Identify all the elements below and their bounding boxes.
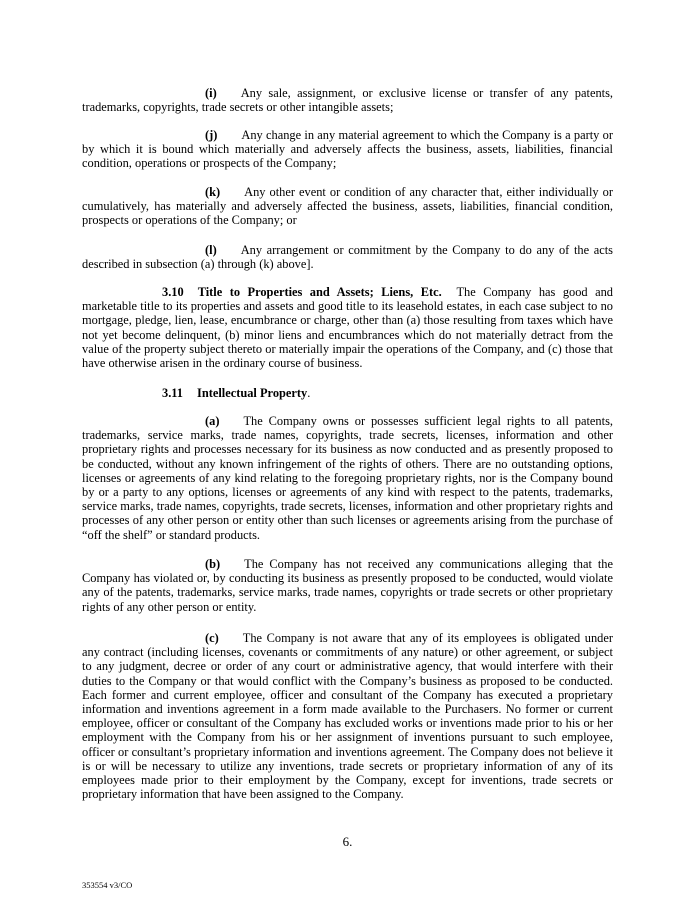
section-title: Intellectual Property <box>197 386 308 400</box>
item-3-11-a <box>82 414 613 542</box>
item-l <box>82 243 613 271</box>
item-text: The Company is not aware that any of its employees is obligated under any contract (including licenses, covenants or commitments of any nature) or other agreement, or subject to any judgment, decree or order of any court or administrative agency, that would interfere with their duties to the Company or that would conflict with the Company’s business as proposed to be conducted. Each former and current employee, officer and consultant of the Company has executed a proprietary information and inventions agreement in a form made available to the Purchasers. No former or current employee, officer or consultant of the Company has excluded works or inventions made prior to his or her employment with the Company from his or her assignment of inventions pursuant to such employee, officer or consultant’s proprietary information and inventions agreement. The Company does not believe it is or will be necessary to utilize any inventions, trade secrets or proprietary information of any of its employees made prior to their employment by the Company, except for inventions, trade secrets or proprietary information that have been assigned to the Company. <box>82 631 613 802</box>
item-text: Any sale, assignment, or exclusive license or transfer of any patents, trademarks, copyrights, trade secrets or other intangible assets; <box>82 86 613 115</box>
item-text: Any other event or condition of any character that, either individually or cumulatively, has materially and adversely affected the business, assets, liabilities, financial condition, prospects or operations of the Company; or <box>82 185 613 228</box>
section-number: 3.10 <box>162 285 184 299</box>
item-label: (i) <box>205 86 217 100</box>
section-title-suffix: . <box>307 386 311 400</box>
item-3-11-c <box>82 631 613 801</box>
page-number: 6. <box>342 834 353 849</box>
item-label: (b) <box>205 557 221 571</box>
footer-code: 353554 v3/CO <box>82 880 133 890</box>
item-label: (l) <box>205 243 217 257</box>
item-j <box>82 128 613 171</box>
item-k <box>82 185 613 228</box>
item-label: (a) <box>205 414 220 428</box>
section-number: 3.11 <box>162 386 183 400</box>
item-text: The Company has not received any communications alleging that the Company has violated or, by conducting its business as presently proposed to be conducted, would violate any of the patents, trademarks, service marks, trade names, copyrights or trade secrets or other proprietary rights of any other person or entity. <box>82 557 613 614</box>
section-3-10 <box>82 285 613 370</box>
item-text: Any change in any material agreement to which the Company is a party or by which it is bound which materially and adversely affects the business, assets, liabilities, financial condition, operations or prospects of the Company; <box>82 128 613 171</box>
item-label: (k) <box>205 185 221 199</box>
section-3-11-heading <box>162 386 310 400</box>
item-label: (j) <box>205 128 218 142</box>
section-text: The Company has good and marketable title to its properties and assets and good title to its leasehold estates, in each case subject to no mortgage, pledge, lien, lease, encumbrance or charge, other than (a) those resulting from taxes which have not yet become delinquent, (b) minor liens and encumbrances which do not materially detract from the value of the property subject thereto or materially impair the operations of the Company, and (c) those that have otherwise arisen in the ordinary course of business. <box>82 285 613 371</box>
section-title: Title to Properties and Assets; Liens, Etc. <box>197 285 442 299</box>
item-3-11-b <box>82 557 613 614</box>
item-label: (c) <box>205 631 219 645</box>
item-text: Any arrangement or commitment by the Company to do any of the acts described in subsection (a) through (k) above]. <box>82 243 613 272</box>
item-text: The Company owns or possesses sufficient legal rights to all patents, trademarks, service marks, trade names, copyrights, trade secrets, licenses, information and other proprietary rights and processes necessary for its business as now conducted and as presently proposed to be conducted, without any known infringement of the rights of others. There are no outstanding options, licenses or agreements of any kind relating to the foregoing proprietary rights, nor is the Company bound by or a party to any options, licenses or agreements of any kind with respect to the patents, trademarks, service marks, trade names, copyrights, trade secrets, licenses, information and other proprietary rights and processes of any other person or entity other than such licenses or agreements arising from the purchase of “off the shelf” or standard products. <box>82 414 613 542</box>
item-i <box>82 86 613 114</box>
